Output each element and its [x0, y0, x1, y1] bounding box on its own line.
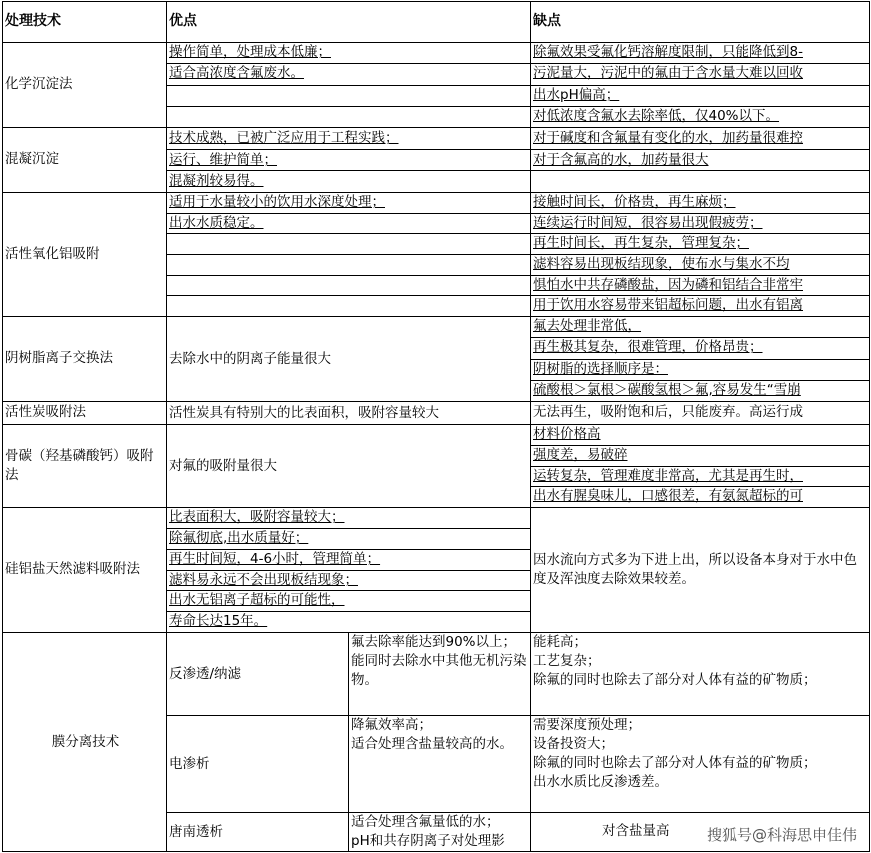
- cons-item: 对于碱度和含氟量有变化的水，加药量很难控: [533, 130, 803, 146]
- cons-item: 对于含氟高的水，加药量很大: [533, 152, 709, 168]
- cons-text: 无法再生，吸附饱和后，只能废弃。高运行成: [533, 404, 803, 420]
- pros-item: 适合高浓度含氟废水。: [169, 65, 304, 81]
- pros-item: 除氟彻底,出水质量好；: [169, 530, 309, 546]
- header-pros: 优点: [169, 13, 197, 29]
- pros-item: 技术成熟，已被广泛应用于工程实践；: [169, 130, 399, 146]
- pros-item: [166, 275, 530, 296]
- membrane-subtype: 反渗透/纳滤: [169, 665, 242, 682]
- header-tech: 处理技术: [5, 13, 61, 29]
- membrane-pros: 降氟效率高； 适合处理含盐量较高的水。: [351, 717, 513, 752]
- cons-item: 强度差，易破碎: [533, 447, 628, 463]
- technique-name: 化学沉淀法: [5, 76, 73, 92]
- technique-name: 活性炭吸附法: [5, 404, 86, 420]
- technique-name: 骨碳（羟基磷酸钙）吸附法: [5, 447, 154, 483]
- cons-item: 硫酸根＞氯根＞碳酸氢根＞氟,容易发生“雪崩: [533, 382, 801, 398]
- technique-name: 活性氧化铝吸附: [5, 245, 100, 262]
- watermark: 搜狐号@科海思申佳伟: [706, 826, 857, 844]
- grid-line: [869, 1, 870, 852]
- pros-item: 比表面积大，吸附容量较大；: [169, 509, 345, 525]
- membrane-cons: 对含盐量高: [602, 823, 670, 839]
- technique-name: 阴树脂离子交换法: [5, 350, 113, 366]
- cons-item: 材料价格高: [533, 426, 601, 442]
- pros-item: 出水无铝离子超标的可能性，: [169, 592, 345, 608]
- membrane-pros: 氟去除率能达到90%以上； 能同时去除水中其他无机污染物。: [351, 634, 527, 688]
- header-cons: 缺点: [533, 13, 561, 29]
- cons-item: 运转复杂，管理难度非常高，尤其是再生时，: [533, 468, 803, 484]
- cons-item: 出水有腥臭味儿，口感很差，有氨氮超标的可: [533, 488, 803, 504]
- pros-item: 运行、维护简单；: [169, 152, 277, 168]
- pros-item: 操作简单，处理成本低廉；: [169, 44, 331, 60]
- technique-name: 硅铝盐天然滤料吸附法: [5, 561, 140, 577]
- pros-item: [166, 295, 530, 316]
- cons-item: 阴树脂的选择顺序是：: [533, 361, 668, 377]
- pros-item: 再生时间短，4-6小时，管理简单；: [169, 551, 381, 567]
- cons-item: [530, 170, 869, 192]
- cons-item: 出水pH偏高；: [533, 87, 620, 103]
- pros-text: 对氟的吸附量很大: [169, 457, 277, 474]
- cons-item: 对低浓度含氟水去除率低，仅40%以下。: [533, 108, 780, 124]
- pros-item: 适用于水量较小的饮用水深度处理；: [169, 194, 385, 210]
- cons-item: 再生时间长，再生复杂，管理复杂；: [533, 235, 749, 251]
- pros-item: 混凝剂较易得。: [169, 173, 264, 189]
- pros-item: 出水水质稳定。: [169, 215, 264, 231]
- pros-item: [166, 233, 530, 254]
- pros-item: 滤料易永远不会出现板结现象；: [169, 572, 358, 588]
- membrane-cons: 能耗高； 工艺复杂； 除氟的同时也除去了部分对人体有益的矿物质；: [533, 634, 817, 688]
- pros-item: 寿命长达15年。: [169, 613, 268, 629]
- cons-item: 氟去处理非常低，: [533, 318, 641, 334]
- pros-item: [166, 254, 530, 275]
- cons-item: 用于饮用水容易带来铝超标问题，出水有铝离: [533, 297, 803, 313]
- grid-line: [2, 851, 869, 852]
- pros-item: [166, 106, 530, 127]
- pros-text: 活性炭具有特别大的比表面积，吸附容量较大: [169, 404, 439, 421]
- cons-item: 滤料容易出现板结现象，使布水与集水不均: [533, 256, 790, 272]
- membrane-cons: 需要深度预处理； 设备投资大； 除氟的同时也除去了部分对人体有益的矿物质； 出水水质比反渗透差。: [533, 717, 817, 790]
- cons-item: 污泥量大，污泥中的氟由于含水量大难以回收: [533, 65, 803, 81]
- membrane-pros: 适合处理含氟量低的水； pH和共存阴离子对处理影: [351, 814, 505, 849]
- technique-name: 混凝沉淀: [5, 151, 59, 167]
- technique-name: 膜分离技术: [51, 733, 120, 750]
- cons-item: 接触时间长，价格贵，再生麻烦；: [533, 194, 736, 210]
- cons-item: 惧怕水中共存磷酸盐，因为磷和铝结合非常牢: [533, 277, 803, 293]
- cons-text: 因水流向方式多为下进上出，所以设备本身对于水中色度及浑浊度去除效果较差。: [533, 551, 857, 587]
- cons-item: 除氟效果受氟化钙溶解度限制，只能降低到8-: [533, 44, 803, 60]
- cons-item: 再生极其复杂，很难管理，价格昂贵；: [533, 339, 763, 355]
- cons-item: 连续运行时间短，很容易出现假疲劳；: [533, 215, 763, 231]
- membrane-subtype: 唐南透析: [169, 823, 223, 840]
- membrane-subtype: 电渗析: [169, 755, 210, 772]
- pros-text: 去除水中的阴离子能量很大: [169, 350, 331, 367]
- pros-item: [166, 85, 530, 106]
